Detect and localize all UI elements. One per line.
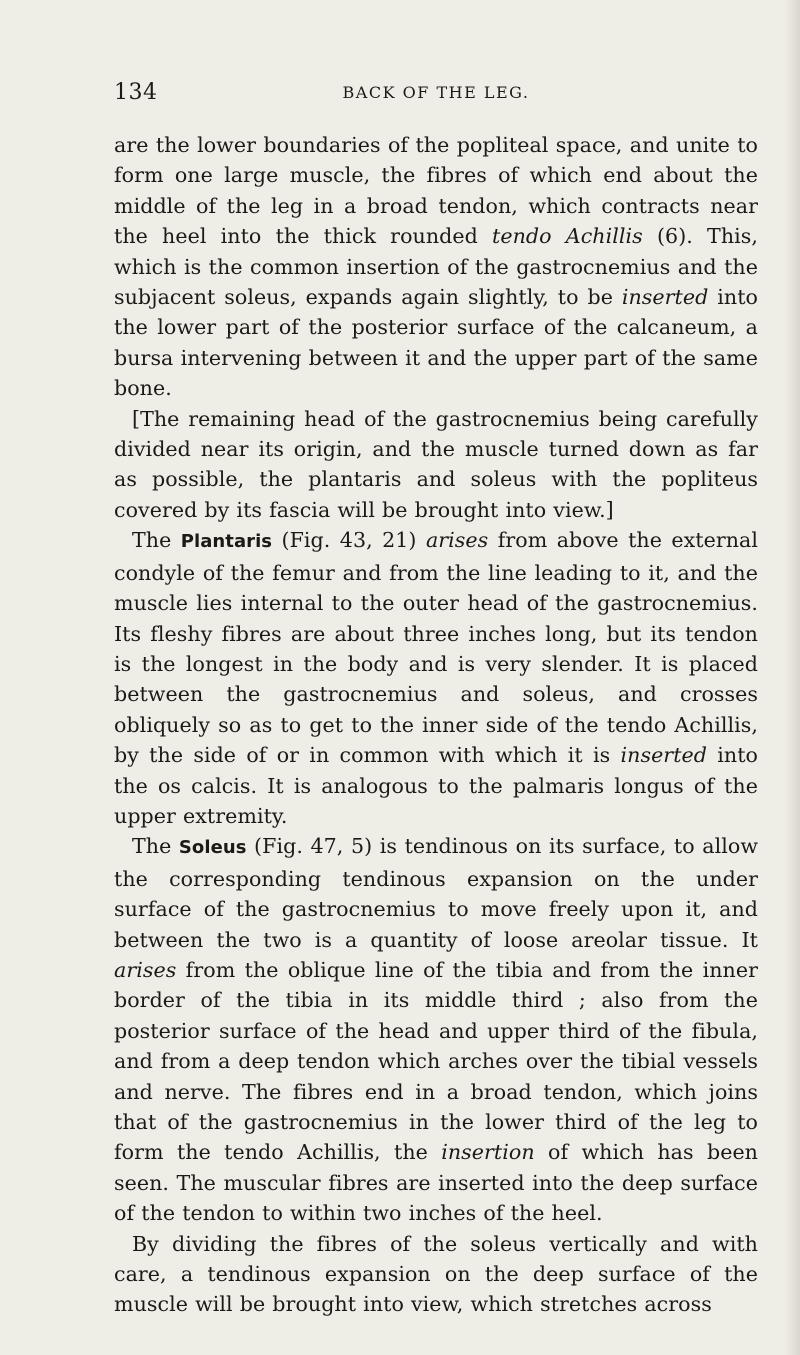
body-text — [114, 130, 758, 1320]
term-insertion: insertion — [441, 1140, 535, 1165]
term-inserted: inserted — [620, 743, 707, 768]
text-segment: (Fig. 47, 5) is tendinous on its surface, to allow the corresponding tendinous expansion on the under surface of the gastrocnemius to move freely upon it, and between the two is a quantity of loose areolar tissue. It — [114, 834, 758, 952]
page-number: 134 — [114, 80, 158, 105]
paragraph-soleus — [114, 831, 758, 1228]
text-segment: The — [132, 834, 179, 859]
text-segment: (6). This, which is the common insertion of the gastrocnemius and the subjacent soleus, expands again slightly, to be — [114, 224, 759, 310]
text-segment: [The remaining head of the gastrocnemius being carefully divided near its origin, and the muscle turned down as far as possible, the plantaris and soleus with the popliteus covered by its fascia will be brought into view.] — [114, 406, 758, 522]
page-edge-shadow — [784, 0, 800, 1355]
text-segment: The — [132, 528, 181, 553]
term-arises: arises — [425, 528, 489, 553]
text-segment: into the lower part of the posterior surface of the calcaneum, a bursa intervening between it and the upper part of the same bone. — [114, 285, 758, 401]
text-segment: of which has been seen. The muscular fibres are inserted into the deep surface of the tendon to within two inches of the heel. — [114, 1140, 758, 1226]
text-segment: By dividing the fibres of the soleus vertically and with care, a tendinous expansion on the deep surface of the muscle will be brought into view, which stretches across — [114, 1231, 758, 1317]
term-inserted: inserted — [621, 285, 709, 310]
paragraph-soleus-division — [114, 1229, 758, 1320]
text-segment: from the oblique line of the tibia and from the inner border of the tibia in its middle third ; also from the posterior surface of the head and upper third of the fibula, and from a deep tendon which arches over the tibial vessels and nerve. The fibres end in a broad tendon, which joins that of the gastrocnemius in the lower third of the leg to form the tendo Achillis, the — [114, 957, 758, 1165]
paragraph-gastrocnemius-insertion — [114, 130, 758, 404]
text-segment: into the os calcis. It is analogous to the palmaris longus of the upper extremity. — [114, 743, 758, 828]
text-segment: (Fig. 43, 21) — [272, 528, 426, 553]
running-head — [114, 72, 758, 112]
heading-plantaris: Plantaris — [180, 531, 273, 553]
term-arises: arises — [114, 957, 177, 982]
paragraph-dissection-instruction — [114, 404, 758, 526]
text-segment: from above the external condyle of the femur and from the line leading to it, and the muscle lies internal to the outer head of the gastrocnemius. Its fleshy fibres are about three inches long, but its tendon is the longest in the body and is very slender. It is placed between the gastrocnemius and soleus, and crosses obliquely so as to get to the inner side of the tendo Achillis, by the side of or in common with which it is — [114, 528, 759, 768]
paragraph-plantaris — [114, 525, 758, 831]
term-tendo-achillis: tendo Achillis — [492, 224, 643, 249]
heading-soleus: Soleus — [178, 837, 247, 859]
running-title: BACK OF THE LEG. — [342, 83, 530, 102]
text-segment: are the lower boundaries of the popliteal space, and unite to form one large muscle, the fibres of which end about the middle of the leg in a broad tendon, which contracts near the heel into the thick rounded — [114, 133, 758, 249]
